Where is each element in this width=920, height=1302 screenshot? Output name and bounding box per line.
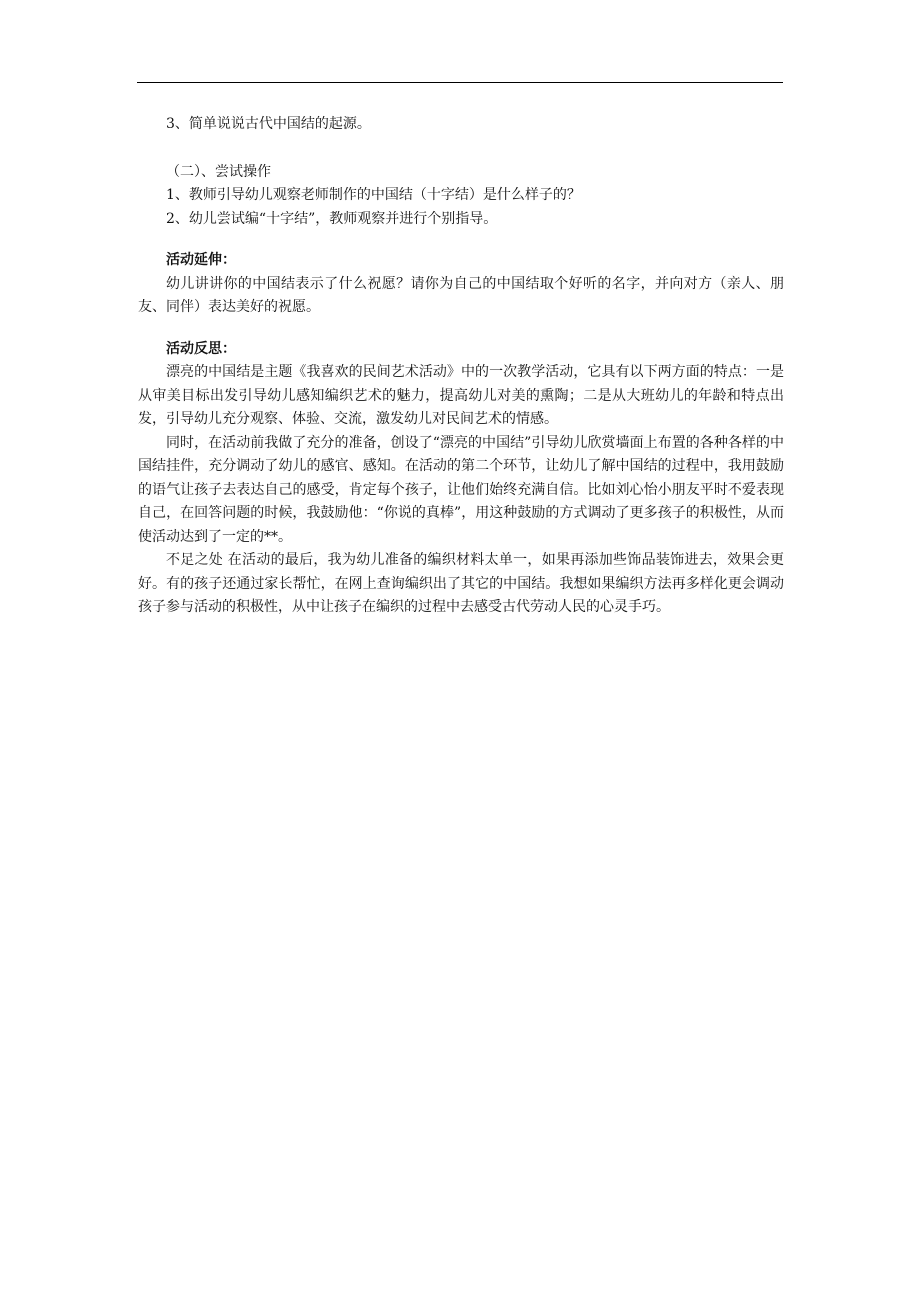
reflection-paragraph-3: 不足之处 在活动的最后，我为幼儿准备的编织材料太单一，如果再添加些饰品装饰进去，效果会更好。有的孩子还通过家长帮忙，在网上查询编织出了其它的中国结。我想如果编织方法再多样化更会调动孩子参与活动的积极性，从中让孩子在编织的过程中去感受古代劳动人民的心灵手巧。 — [138, 552, 784, 615]
extension-paragraph: 幼儿讲讲你的中国结表示了什么祝愿？请你为自己的中国结取个好听的名字，并向对方（亲人、朋友、同伴）表达美好的祝愿。 — [138, 275, 784, 315]
document-body — [138, 113, 784, 620]
reflection-paragraph-2: 同时，在活动前我做了充分的准备，创设了“漂亮的中国结”引导幼儿欣赏墙面上布置的各种各样的中国结挂件，充分调动了幼儿的感官、感知。在活动的第二个环节，让幼儿了解中国结的过程中，我用鼓励的语气让孩子去表达自己的感受，肯定每个孩子，让他们始终充满自信。比如刘心怡小朋友平时不爱表现自己，在回答问题的时候，我鼓励他：“你说的真棒”，用这种鼓励的方式调动了更多孩子的积极性，从而使活动达到了一定的**。 — [138, 434, 784, 545]
step-2-weave: 2、幼儿尝试编“十字结”，教师观察并进行个别指导。 — [166, 210, 498, 227]
spacer — [138, 231, 784, 249]
step-1-observe: 1、教师引导幼儿观察老师制作的中国结（十字结）是什么样子的？ — [166, 187, 581, 203]
spacer — [138, 320, 784, 338]
heading-activity-extension: 活动延伸： — [166, 252, 236, 268]
heading-activity-reflection: 活动反思： — [166, 340, 236, 357]
section-try-operation: （二）、尝试操作 — [166, 163, 271, 180]
step-3-origin: 3、简单说说古代中国结的起源。 — [166, 116, 371, 132]
header-rule — [137, 82, 783, 83]
reflection-paragraph-1: 漂亮的中国结是主题《我喜欢的民间艺术活动》中的一次教学活动，它具有以下两方面的特点：一是从审美目标出发引导幼儿感知编织艺术的魅力，提高幼儿对美的熏陶；二是从大班幼儿的年龄和特点出发，引导幼儿充分观察、体验、交流，激发幼儿对民间艺术的情感。 — [138, 364, 784, 427]
spacer — [138, 137, 784, 161]
